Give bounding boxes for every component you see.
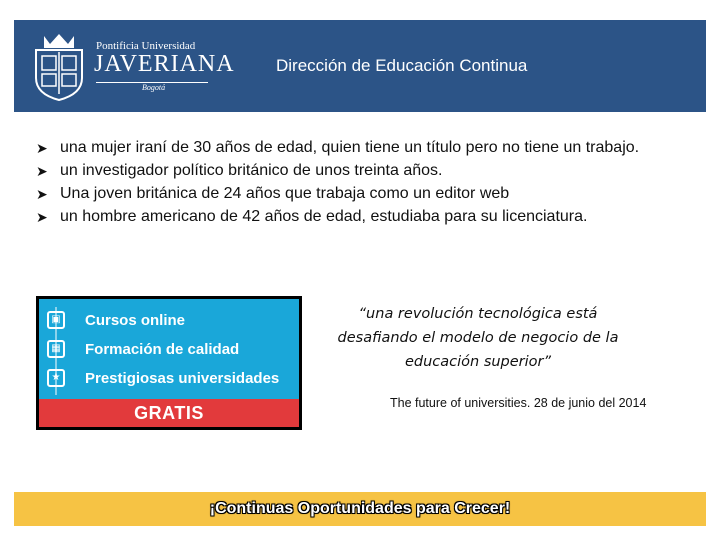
diploma-icon: ▦	[47, 340, 65, 358]
monitor-icon: ▣	[47, 311, 65, 329]
ad-free-banner: GRATIS	[39, 399, 299, 427]
bullet-text: un investigador político británico de unos treinta años.	[60, 162, 443, 179]
list-item	[36, 207, 686, 227]
logo-wordmark: JAVERIANA	[94, 51, 235, 77]
header-banner	[14, 20, 706, 112]
logo-line-1: Pontificia Universidad	[96, 40, 196, 52]
bullet-text: Una joven británica de 24 años que trabaja como un editor web	[60, 185, 510, 202]
ad-item-label: Cursos online	[85, 311, 186, 329]
ad-item-label: Formación de calidad	[85, 340, 240, 358]
quote-text: “una revolución tecnológica está desafiando el modelo de negocio de la educación superior”	[337, 306, 619, 370]
bullet-text: una mujer iraní de 30 años de edad, quien tiene un título pero no tiene un trabajo.	[60, 139, 640, 156]
ad-item	[47, 336, 239, 362]
crest-icon	[30, 32, 88, 102]
bullet-list	[36, 138, 686, 230]
ad-features-panel	[39, 299, 299, 399]
logo-city: Bogotá	[142, 83, 166, 92]
page-title: Dirección de Educación Continua	[276, 56, 528, 75]
list-item	[36, 138, 686, 158]
quote-source: The future of universities. 28 de junio del 2014	[390, 396, 647, 410]
star-badge-icon: ★	[47, 369, 65, 387]
arrow-bullet-icon: ➤	[36, 140, 48, 156]
bullet-text: un hombre americano de 42 años de edad, estudiaba para su licenciatura.	[60, 208, 588, 225]
arrow-bullet-icon: ➤	[36, 186, 48, 202]
footer-slogan: ¡Continuas Oportunidades para Crecer!	[209, 500, 511, 517]
ad-item-label: Prestigiosas universidades	[85, 369, 280, 387]
list-item	[36, 161, 686, 181]
online-courses-ad	[36, 296, 302, 430]
arrow-bullet-icon: ➤	[36, 209, 48, 225]
footer-banner	[14, 492, 706, 526]
ad-item	[47, 365, 279, 391]
university-logo[interactable]	[30, 32, 235, 102]
list-item	[36, 184, 686, 204]
arrow-bullet-icon: ➤	[36, 163, 48, 179]
ad-item	[47, 307, 185, 333]
